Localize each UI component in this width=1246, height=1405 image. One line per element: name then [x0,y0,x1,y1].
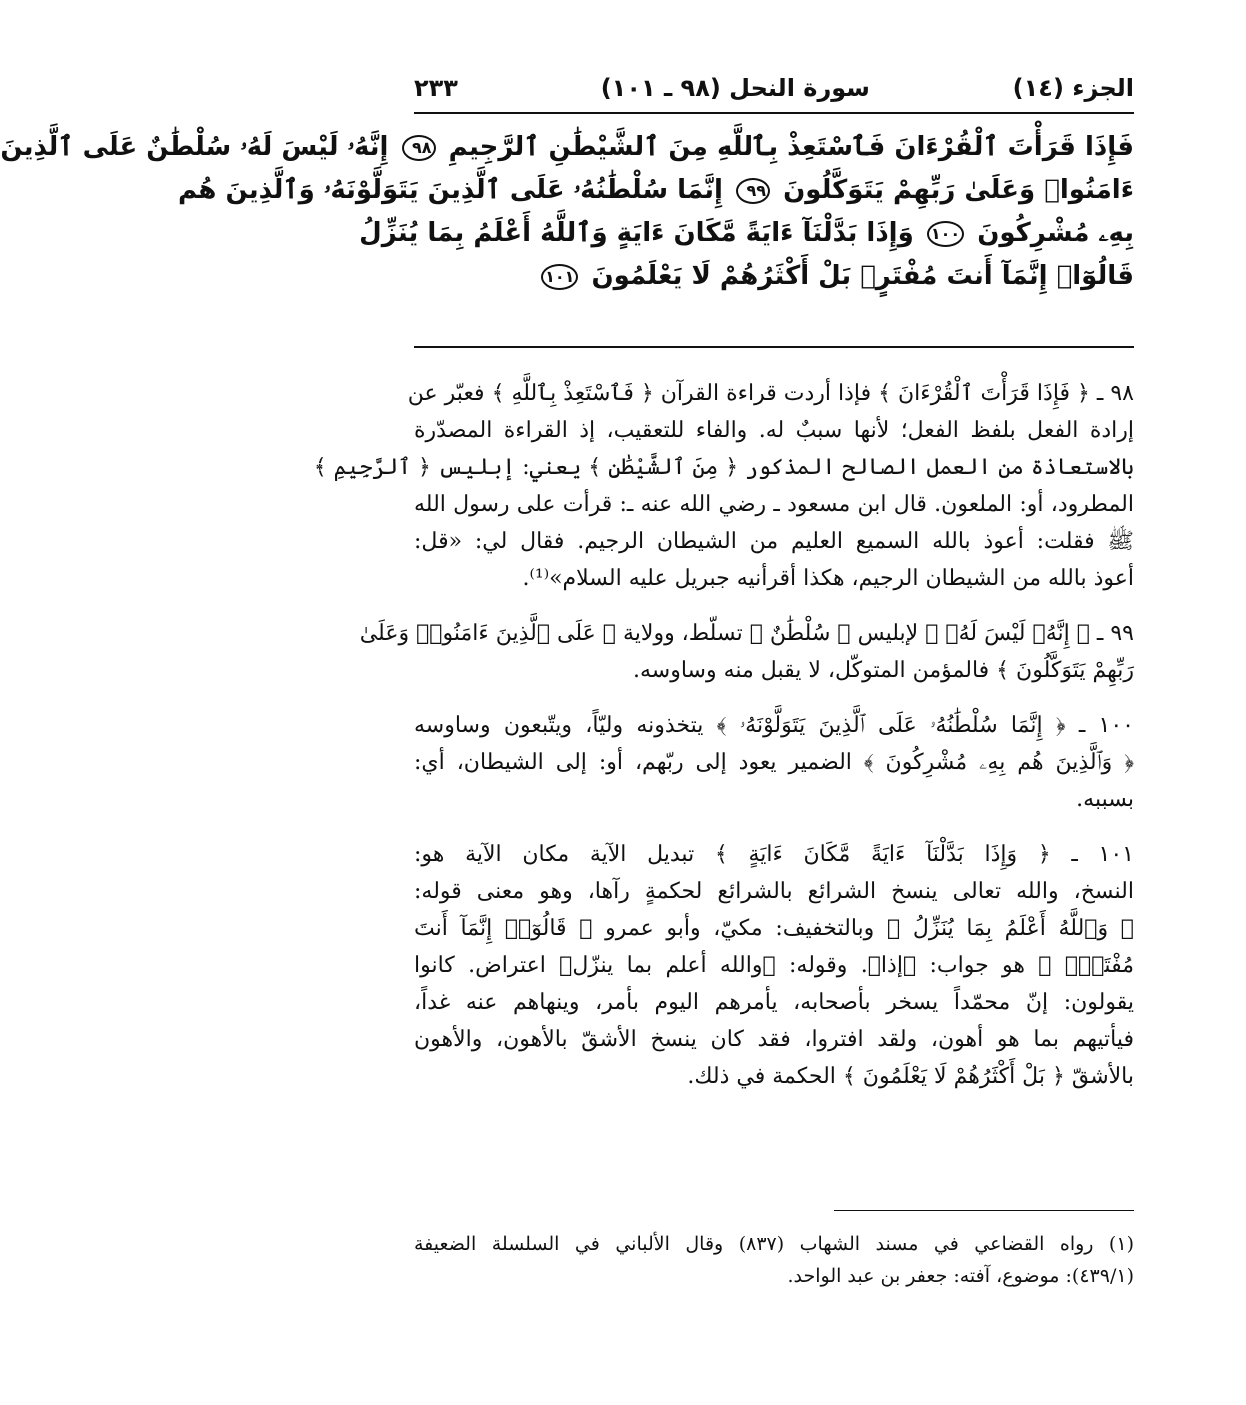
footnote-line: (٤٣٩/١): موضوع، آفته: جعفر بن عبد الواحد. [787,1265,1134,1287]
quran-text: إِنَّمَا سُلْطَٰنُهُۥ عَلَى ٱلَّذِينَ يَتَوَلَّوْنَهُۥ وَٱلَّذِينَ هُم [178,175,723,205]
quran-text: ءَامَنُوا۟ وَعَلَىٰ رَبِّهِمْ يَتَوَكَّلُونَ [783,175,1134,205]
quran-line [178,169,1134,212]
commentary-line: أعوذ بالله من الشيطان الرجيم، هكذا أقرأنيه جبريل عليه السلام»⁽¹⁾. [522,566,1134,591]
commentary-line: ﴿ وَٱللَّهُ أَعْلَمُ بِمَا يُنَزِّلُ ﴾ وبالتخفيف: مكيّ، وأبو عمرو ﴿ قَالُوٓا۟ إِنَّمَآ أَنتَ [414,916,1134,941]
quran-line [414,255,1134,298]
commentary-line: ١٠٠ ـ ﴿ إِنَّمَا سُلْطَٰنُهُۥ عَلَى ٱلَّذِينَ يَتَوَلَّوْنَهُۥ ﴾ يتخذونه وليّاً، ويتّبعون وساوسه [414,713,1134,738]
header-divider [414,112,1134,114]
quran-divider [414,346,1134,348]
quran-text: فَإِذَا قَرَأْتَ ٱلْقُرْءَانَ فَٱسْتَعِذْ بِٱللَّهِ مِنَ ٱلشَّيْطَٰنِ ٱلرَّجِيمِ [448,132,1134,162]
commentary-body [313,375,1134,1113]
commentary-line: بالأشقّ ﴿ بَلْ أَكْثَرُهُمْ لَا يَعْلَمُونَ ﴾ الحكمة في ذلك. [687,1064,1134,1089]
quran-text: وَإِذَا بَدَّلْنَآ ءَايَةً مَّكَانَ ءَايَةٍ وَٱللَّهُ أَعْلَمُ بِمَا يُنَزِّلُ [359,218,914,248]
footnote-divider [834,1210,1134,1211]
verse-number-marker: ١٠١ [541,264,578,290]
commentary-paragraph-99 [359,615,1134,689]
commentary-line: مُفْتَرٍۭ ﴾ هو جواب: ﴿إذا﴾. وقوله: ﴿والله أعلم بما ينزّل﴾ اعتراض. كانوا [414,953,1134,978]
commentary-line: بالاستعاذة من العمل الصالح المذكور ﴿ مِنَ ٱلشَّيْطَٰنِ ﴾ يعني: إبليس ﴿ ٱلرَّجِيمِ ﴾ [313,455,1134,480]
commentary-paragraph-101 [414,836,1134,1095]
commentary-line: المطرود، أو: الملعون. قال ابن مسعود ـ رضي الله عنه ـ: قرأت على رسول الله [414,492,1134,517]
footnote-line: (١) رواه القضاعي في مسند الشهاب (٨٣٧) وقال الألباني في السلسلة الضعيفة [414,1233,1134,1255]
surah-title: سورة النحل (٩٨ ـ ١٠١) [600,74,870,102]
juz-label: الجزء (١٤) [1012,74,1134,102]
quran-line [359,212,1134,255]
page-number: ٢٣٣ [414,74,458,102]
commentary-line: بسببه. [1076,787,1134,812]
quran-text: قَالُوٓا۟ إِنَّمَآ أَنتَ مُفْتَرٍۭ بَلْ أَكْثَرُهُمْ لَا يَعْلَمُونَ [591,261,1134,291]
quran-line [0,126,1134,169]
quran-text: إِنَّهُۥ لَيْسَ لَهُۥ سُلْطَٰنٌ عَلَى ٱلَّذِينَ [0,132,389,162]
footnote [414,1228,1134,1292]
commentary-line: ٩٩ ـ ﴿ إِنَّهُۥ لَيْسَ لَهُۥ ﴾ لإبليس ﴿ سُلْطَٰنٌ ﴾ تسلّط، وولاية ﴿ عَلَى ٱلَّذِينَ ءَامَنُوا۟ وَعَلَىٰ [359,621,1134,646]
verse-number-marker: ٩٨ [402,135,436,161]
verse-number-marker: ٩٩ [736,178,770,204]
commentary-line: رَبِّهِمْ يَتَوَكَّلُونَ ﴾ فالمؤمن المتوكّل، لا يقبل منه وساوسه. [632,658,1134,683]
page-header [414,68,1134,108]
commentary-line: ﴿ وَٱلَّذِينَ هُم بِهِۦ مُشْرِكُونَ ﴾ الضمير يعود إلى ربّهم، أو: إلى الشيطان، أي: [414,750,1134,775]
verse-number-marker: ١٠٠ [927,221,964,247]
commentary-line: يقولون: إنّ محمّداً يسخر بأصحابه، يأمرهم اليوم بأمر، وينهاهم عنه غداً، [414,990,1134,1015]
quran-text: بِهِۦ مُشْرِكُونَ [977,218,1134,248]
commentary-line: إرادة الفعل بلفظ الفعل؛ لأنها سببٌ له. والفاء للتعقيب، إذ القراءة المصدّرة [414,418,1134,443]
commentary-line: النسخ، والله تعالى ينسخ الشرائع بالشرائع لحكمةٍ رآها، وهو معنى قوله: [414,879,1134,904]
commentary-line: فيأتيهم بما هو أهون، ولقد افتروا، فقد كان ينسخ الأشقّ بالأهون، والأهون [414,1027,1134,1052]
commentary-line: ٩٨ ـ ﴿ فَإِذَا قَرَأْتَ ٱلْقُرْءَانَ ﴾ فإذا أردت قراءة القرآن ﴿ فَٱسْتَعِذْ بِٱللَّهِ ﴾ فعبّر عن [407,381,1134,406]
commentary-line: ١٠١ ـ ﴿ وَإِذَا بَدَّلْنَآ ءَايَةً مَّكَانَ ءَايَةٍ ﴾ تبديل الآية مكان الآية هو: [414,842,1134,867]
quran-verses-block [0,126,1134,338]
commentary-paragraph-98 [313,375,1134,597]
commentary-paragraph-100 [414,707,1134,818]
commentary-line: ﷺ فقلت: أعوذ بالله السميع العليم من الشيطان الرجيم. فقال لي: «قل: [414,529,1134,554]
